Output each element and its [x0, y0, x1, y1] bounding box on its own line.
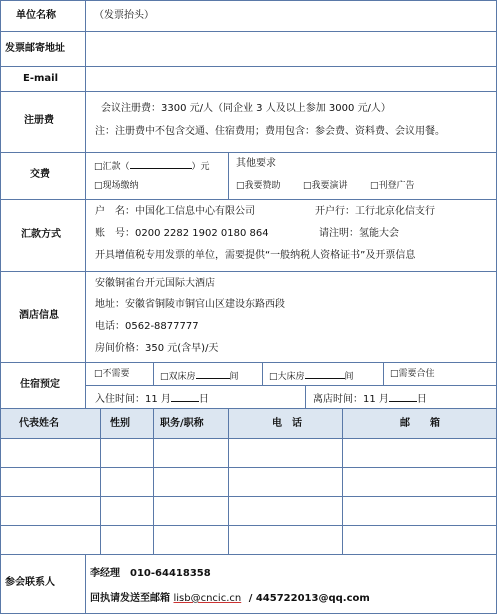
label-lodging: 住宿预定	[20, 379, 60, 390]
header-email: 邮 箱	[400, 418, 440, 429]
border-line	[305, 385, 306, 408]
border-line	[153, 362, 154, 385]
reply-prefix: 回执请发送至邮箱	[90, 593, 170, 604]
king-room-count-blank[interactable]	[305, 368, 345, 379]
double-room-prefix: □双床房	[160, 372, 196, 382]
checkout-day-blank[interactable]	[389, 391, 417, 402]
remit-prefix: □汇款（	[94, 162, 130, 172]
remit-suffix: ）元	[191, 162, 210, 172]
border-line	[0, 554, 497, 555]
contact-person: 李经理 010-64418358	[90, 568, 211, 579]
double-room-suffix: 间	[229, 372, 239, 382]
checkin-suffix: 日	[198, 394, 209, 405]
advert-option[interactable]: □刊登广告	[370, 181, 415, 191]
remit-amount-blank[interactable]	[130, 158, 192, 169]
mail-address-field[interactable]	[86, 32, 496, 66]
label-hotel-info: 酒店信息	[19, 310, 59, 321]
border-line	[0, 91, 497, 92]
double-room-count-blank[interactable]	[196, 368, 230, 379]
header-gender: 性别	[110, 418, 130, 429]
hotel-price: 房间价格：350 元(含早)/天	[95, 343, 219, 354]
border-line	[0, 362, 497, 363]
checkout-date[interactable]	[313, 391, 427, 406]
checkin-day-blank[interactable]	[171, 391, 199, 402]
lodging-none-option[interactable]: □不需要	[94, 369, 130, 379]
reply-email-2[interactable]: / 445722013@qq.com	[248, 593, 370, 604]
label-mail-address: 发票邮寄地址	[5, 43, 65, 54]
label-email: E-mail	[23, 73, 59, 84]
account-number: 账 号：0200 2282 1902 0180 864	[95, 228, 269, 239]
border-line	[85, 554, 86, 614]
invoice-note: 开具增值税专用发票的单位，需要提供“一般纳税人资格证书”及开票信息	[95, 250, 416, 261]
header-title: 职务/职称	[160, 418, 204, 429]
border-line	[0, 0, 497, 1]
checkin-date[interactable]	[95, 391, 209, 406]
header-phone: 电 话	[272, 418, 302, 429]
border-line	[0, 152, 497, 153]
border-line	[0, 408, 497, 409]
remit-option[interactable]	[94, 158, 210, 173]
border-line	[0, 271, 497, 272]
border-line	[228, 152, 229, 199]
hotel-name: 安徽铜雀台开元国际大酒店	[95, 278, 215, 289]
unit-name-hint[interactable]: （发票抬头）	[94, 10, 154, 21]
other-requirements-title: 其他要求	[236, 158, 276, 169]
border-line	[496, 0, 497, 614]
checkout-suffix: 日	[416, 394, 427, 405]
remit-note: 请注明：氢能大会	[319, 228, 399, 239]
table-row[interactable]	[1, 439, 496, 467]
border-line	[85, 385, 497, 386]
registration-fee-text: 会议注册费：3300 元/人（同企业 3 人及以上参加 3000 元/人）	[101, 103, 391, 114]
header-name: 代表姓名	[19, 418, 59, 429]
king-room-option[interactable]	[269, 368, 354, 383]
bank-name: 开户行：工行北京化信支行	[315, 206, 435, 217]
double-room-option[interactable]	[160, 368, 239, 383]
reply-email-1[interactable]: lisb@cncic.cn	[173, 593, 242, 604]
hotel-address: 地址：安徽省铜陵市铜官山区建设东路西段	[95, 299, 285, 310]
account-name: 户 名：中国化工信息中心有限公司	[95, 206, 255, 217]
label-registration-fee: 注册费	[24, 115, 54, 126]
label-remit-method: 汇款方式	[21, 229, 61, 240]
table-row[interactable]	[1, 526, 496, 554]
king-room-suffix: 间	[344, 372, 354, 382]
border-line	[262, 362, 263, 385]
checkin-prefix: 入住时间：11 月	[95, 394, 171, 405]
onsite-payment-option[interactable]: □现场缴纳	[94, 181, 139, 191]
king-room-prefix: □大床房	[269, 372, 305, 382]
label-contact: 参会联系人	[5, 577, 55, 588]
sponsor-option[interactable]: □我要赞助	[236, 181, 281, 191]
border-line	[0, 199, 497, 200]
speech-option[interactable]: □我要演讲	[303, 181, 348, 191]
table-row[interactable]	[1, 497, 496, 525]
checkout-prefix: 离店时间：11 月	[313, 394, 389, 405]
border-line	[383, 362, 384, 385]
registration-fee-note: 注：注册费中不包含交通、住宿费用；费用包含：参会费、资料费、会议用餐。	[95, 126, 445, 137]
label-payment: 交费	[30, 169, 50, 180]
hotel-phone: 电话：0562-8877777	[95, 321, 199, 332]
reply-instruction	[90, 593, 370, 605]
table-row[interactable]	[1, 468, 496, 496]
email-field[interactable]	[86, 67, 496, 91]
share-room-option[interactable]: □需要合住	[390, 369, 435, 379]
label-unit-name: 单位名称	[16, 10, 56, 21]
